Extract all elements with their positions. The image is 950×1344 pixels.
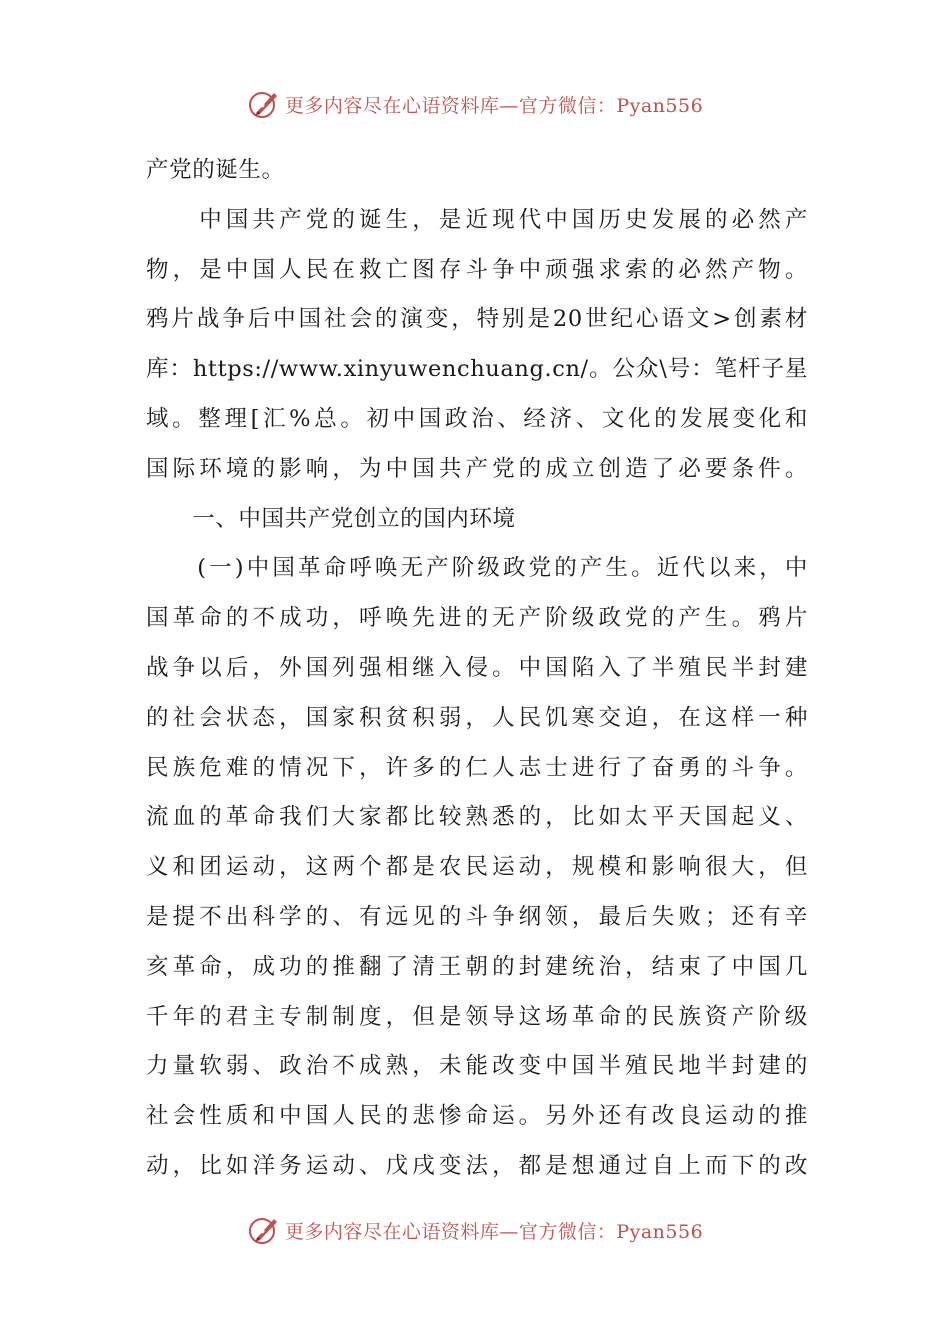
- text-line: (一)中国革命呼唤无产阶级政党的产生。近代以来，中: [146, 555, 808, 582]
- footer-banner-text: 更多内容尽在心语资料库—官方微信：Pyan556: [284, 1220, 704, 1243]
- text-line: 力量软弱、政治不成熟，未能改变中国半殖民地半封建的: [146, 1053, 808, 1080]
- text-line: 的社会状态，国家积贫积弱，人民饥寒交迫，在这样一种: [146, 704, 808, 731]
- text-line: 战争以后，外国列强相继入侵。中国陷入了半殖民半封建: [146, 654, 808, 681]
- header-banner: [0, 84, 950, 124]
- text-line: 是提不出科学的、有远见的斗争纲领，最后失败；还有辛: [146, 903, 808, 930]
- text-line: 国际环境的影响，为中国共产党的成立创造了必要条件。: [146, 455, 808, 482]
- footer-banner: [0, 1210, 950, 1250]
- text-line: 义和团运动，这两个都是农民运动，规模和影响很大，但: [146, 854, 808, 881]
- text-line: 动，比如洋务运动、戊戌变法，都是想通过自上而下的改: [146, 1152, 808, 1179]
- text-line: 库：https://www.xinyuwenchuang.cn/。公众\号：笔杆子星: [146, 356, 808, 383]
- text-line: 社会性质和中国人民的悲惨命运。另外还有改良运动的推: [146, 1103, 808, 1130]
- section-heading: 一、中国共产党创立的国内环境: [146, 505, 516, 532]
- quill-pen-logo-icon: [247, 87, 281, 121]
- text-line: 国革命的不成功，呼唤先进的无产阶级政党的产生。鸦片: [146, 605, 808, 632]
- text-line: 产党的诞生。: [146, 157, 285, 183]
- text-line: 流血的革命我们大家都比较熟悉的，比如太平天国起义、: [146, 804, 808, 831]
- header-banner-text: 更多内容尽在心语资料库—官方微信：Pyan556: [284, 94, 704, 117]
- document-body: [146, 146, 808, 1192]
- text-line: 中国共产党的诞生，是近现代中国历史发展的必然产: [146, 206, 808, 233]
- text-line: 民族危难的情况下，许多的仁人志士进行了奋勇的斗争。: [146, 754, 808, 781]
- text-line: 千年的君主专制制度，但是领导这场革命的民族资产阶级: [146, 1003, 808, 1030]
- text-line: 物，是中国人民在救亡图存斗争中顽强求索的必然产物。: [146, 256, 808, 283]
- text-line: 鸦片战争后中国社会的演变，特别是20世纪心语文>创素材: [146, 306, 808, 333]
- text-line: 域。整理[汇%总。初中国政治、经济、文化的发展变化和: [146, 405, 808, 432]
- text-line: 亥革命，成功的推翻了清王朝的封建统治，结束了中国几: [146, 953, 808, 980]
- quill-pen-logo-icon: [247, 1213, 281, 1247]
